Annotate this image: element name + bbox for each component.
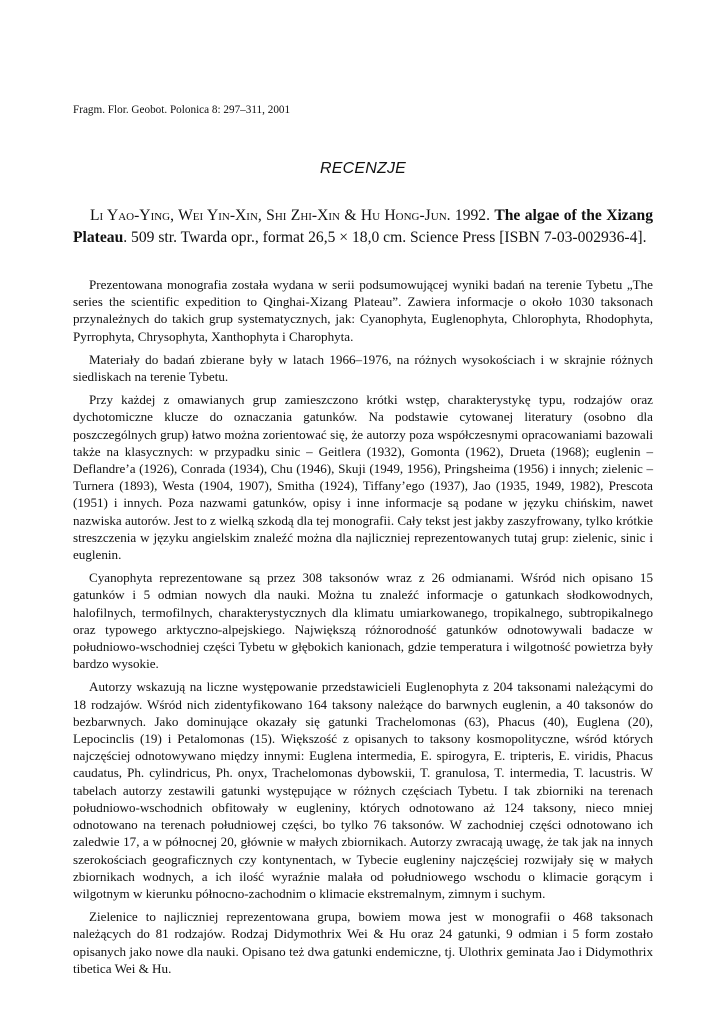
- section-title: RECENZJE: [319, 160, 407, 177]
- paragraph-intro: Prezentowana monografia została wydana w serii podsumowującej wyniki badań na terenie Tybetu „The series the scientific expedition to Qinghai-Xizang Plateau”. Zawiera informacje o około 1030 taksonach przynależnych do takich grup systematycznych, jak: Cyanophyta, Euglenophyta, Chlorophyta, Rhodophyta, Pyrrophyta, Chrysophyta, Xanthophyta i Charophyta.: [73, 277, 653, 344]
- reference-year: 1992.: [454, 207, 490, 224]
- review-body: [73, 276, 653, 983]
- paragraph-green-algae: Zielenice to najliczniej reprezentowana grupa, bowiem mowa jest w monografii o 468 taksonach należących do 81 rodzajów. Rodzaj Didymothrix Wei & Hu oraz 24 gatunki, 9 odmian i 5 form zostało opisanych jako nowe dla nauki. Opisano też dwa gatunki endemiczne, tj. Ulothrix geminata Jao i Didymothrix tibetica Wei & Hu.: [73, 909, 653, 976]
- reference-authors: Li Yao-Ying, Wei Yin-Xin, Shi Zhi-Xin & Hu Hong-Jun.: [90, 207, 451, 224]
- reference-details: . 509 str. Twarda opr., format 26,5 × 18,0 cm. Science Press [ISBN 7-03-002936-4].: [123, 229, 647, 246]
- paragraph-materials: Materiały do badań zbierane były w latach 1966–1976, na różnych wysokościach i w skrajnie różnych siedliskach na terenie Tybetu.: [73, 351, 653, 385]
- paragraph-cyanophyta: Cyanophyta reprezentowane są przez 308 taksonów wraz z 26 odmianami. Wśród nich opisano 15 gatunków i 5 odmian nowych dla nauki. Można tu znaleźć informacje o gatunkach słodkowodnych, halofilnych, termofilnych, charakterystycznych dla klimatu umiarkowanego, tropikalnego, subtropikalnego oraz typowego arktyczno-alpejskiego. Największą różnorodność gatunków odnotowywali badacze w południowo-wschodniej części Tybetu w głębokich kanionach, gdzie temperatura i wilgotność powietrza były bardzo wysokie.: [73, 570, 653, 672]
- paragraph-structure: Przy każdej z omawianych grup zamieszczono krótki wstęp, charakterystykę typu, rodzajów oraz dychotomiczne klucze do oznaczania gatunków. Na podstawie cytowanej literatury (osobno dla poszczególnych grup) łatwo można zorientować się, że autorzy poza współczesnymi opracowaniami bazowali także na klasycznych: w przypadku sinic – Geitlera (1932), Gomonta (1962), Drueta (1968); euglenin – Deflandre’a (1926), Conrada (1934), Chu (1946), Skuji (1949, 1956), Pringsheima (1956) i innych; zielenic – Turnera (1893), Westa (1904, 1907), Smitha (1924), Tiffany’ego (1937), Jao (1935, 1949, 1982), Prescota (1951) i innych. Poza nazwami gatunków, opisy i inne informacje są podane w języku chińskim, nawet nazwiska autorów. Jest to z wielką szkodą dla tej monografii. Cały tekst jest jakby zaszyfrowany, tylko krótkie streszczenia w języku angielskim znaleźć można dla najliczniej reprezentowanych tutaj grup: zielenic, sinic i euglenin.: [73, 392, 653, 563]
- reference-title: The algae of the Xizang Plateau: [73, 207, 653, 246]
- paragraph-euglenophyta: Autorzy wskazują na liczne występowanie przedstawicieli Euglenophyta z 204 taksonami należącymi do 18 rodzajów. Wśród nich zidentyfikowano 164 taksony należące do barwnych euglenin, a 40 taksonów do bezbarwnych. Jako dominujące okazały się gatunki Trachelomonas (63), Phacus (40), Euglena (20), Lepocinclis (19) i Petalomonas (15). Większość z opisanych to taksony kosmopolityczne, wśród których najczęściej odnotowywano między innymi: Euglena intermedia, E. spirogyra, E. tripteris, E. viridis, Phacus caudatus, Ph. cylindricus, Ph. onyx, Trachelomonas dybowskii, T. granulosa, T. intermedia, T. lacustris. W tabelach autorzy zestawili gatunki występujące w różnych częściach Tybetu. I tak zbiorniki na terenach południowo-wschodnich obfitowały w eugleniny, których odnotowano aż 124 taksony, nieco mniej odnotowano na terenach południowej części, bo tylko 76 taksonów. W zachodniej części odnotowano ich zaledwie 17, a w północnej 20, głównie w małych zbiornikach. Autorzy zwracają uwagę, że tak jak na innych szerokościach geograficznych czy kontynentach, w Tybecie eugleniny najczęściej rozwijały się w małych zbiornikach wodnych, a ich ilość wyraźnie malała od południowego wschodu o klimacie gorącym i wilgotnym w kierunku północno-zachodnim o klimacie ekstremalnym, zimnym i suchym.: [73, 679, 653, 901]
- journal-citation: Fragm. Flor. Geobot. Polonica 8: 297–311, 2001: [73, 104, 291, 116]
- book-reference: [73, 205, 653, 249]
